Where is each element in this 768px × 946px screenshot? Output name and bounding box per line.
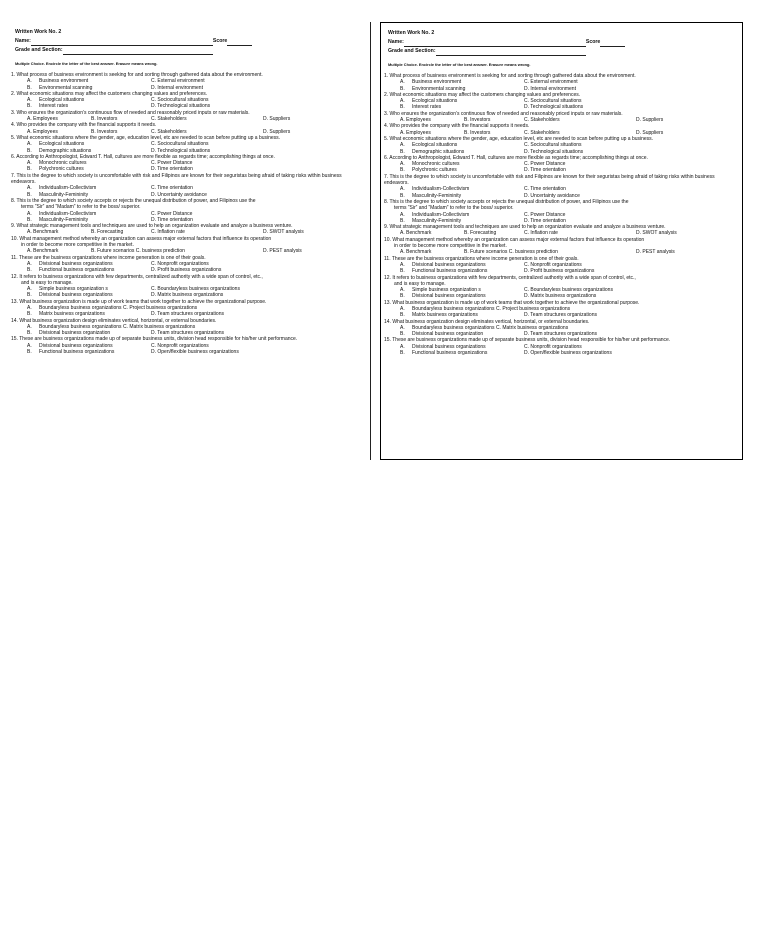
choice-text: D. Suppliers: [263, 116, 291, 123]
choice-row: [384, 218, 739, 224]
choice-row: [384, 331, 739, 337]
choice-text: B. Future scenarios C. business prediction: [91, 248, 185, 255]
choice-text: C. Sociocultural situations: [524, 98, 582, 105]
choice-text: D. Team structures organizations: [524, 331, 597, 338]
choice-letter: B.: [27, 147, 32, 154]
choice-letter: A.: [400, 161, 405, 168]
question-text-continued: terms “Sir” and “Madam” to refer to the boss/ superior.: [394, 205, 514, 212]
choice-letter: B.: [400, 192, 405, 199]
question-text: 9. What strategic management tools and techniques are used to help an organization evaluate and analyze a business venture.: [11, 223, 293, 230]
choice-row: [384, 104, 739, 110]
choice-letter: A.: [400, 324, 405, 331]
choice-text: C. External environment: [151, 78, 205, 85]
choice-text: Boundaryless business organizations C. Project business organizations: [39, 304, 198, 311]
choice-text: B. Forecasting: [464, 230, 497, 237]
choice-text: D. Profit business organizations: [151, 267, 222, 274]
question-text: 6. According to Anthropologist, Edward T. Hall, cultures are more flexible as regards time; accomplishing things at once.: [11, 153, 275, 160]
choice-text: D. Internal environment: [151, 84, 203, 91]
choice-letter: A.: [400, 211, 405, 218]
question-text-continued: terms “Sir” and “Madam” to refer to the boss/ superior.: [21, 204, 141, 211]
choice-row: [384, 130, 739, 136]
choice-text: Masculinity-Femininity: [412, 217, 462, 224]
choice-letter: A.: [27, 160, 32, 167]
choice-text: Individualism-Collectivism: [39, 185, 97, 192]
question-text: 8. This is the degree to which society accepts or rejects the unequal distribution of power, and Filipinos use the: [384, 198, 629, 205]
choice-text: C. Stakeholders: [524, 129, 560, 136]
score-line: [227, 40, 252, 46]
question-text: 10. What management method whereby an organization can assess major external factors that influence its operation: [384, 236, 645, 243]
choice-text: Functional business organizations: [412, 350, 488, 357]
choice-row: [11, 103, 367, 109]
choice-letter: A.: [27, 286, 32, 293]
choice-text: Masculinity-Femininity: [39, 191, 89, 198]
choice-letter: B.: [27, 330, 32, 337]
question-block: [11, 154, 367, 173]
choice-text: B. Investors: [464, 117, 491, 124]
choice-text: C. Inflation rate: [151, 229, 185, 236]
question-text: 13. What business organization is made up of work teams that work together to achieve the organizational purpose.: [11, 298, 267, 305]
choice-text: Divisional business organizations: [39, 260, 113, 267]
question-text: 4. Who provides the company with the financial supports it needs.: [384, 123, 530, 130]
choice-text: C. Stakeholders: [151, 128, 187, 135]
choice-text: C. Nonprofit organizations: [524, 261, 582, 268]
question-block: [384, 155, 739, 174]
choice-text: D. Uncertainty avoidance: [151, 191, 207, 198]
choice-text: Demographic situations: [412, 148, 465, 155]
question-block: [384, 237, 739, 256]
choice-text: C. Boundaryless business organizations: [151, 286, 240, 293]
question-block: [11, 299, 367, 318]
choice-text: D. Team structures organizations: [151, 311, 224, 318]
choice-letter: B.: [400, 217, 405, 224]
question-text: 15. These are business organizations made up of separate business units, division head responsible for his/her unit performance.: [384, 337, 671, 344]
choice-text: D. PEST analysis: [636, 249, 675, 256]
choice-row: [11, 267, 367, 273]
choice-text: C. Sociocultural situations: [151, 97, 209, 104]
choice-text: C. Nonprofit organizations: [524, 343, 582, 350]
choice-letter: B.: [400, 167, 405, 174]
choice-text: Environmental scanning: [412, 85, 466, 92]
question-block: [11, 72, 367, 91]
question-text: 11. These are the business organizations where income generation is one of their goals.: [11, 254, 206, 261]
choice-text: C. Sociocultural situations: [151, 141, 209, 148]
choice-letter: B.: [27, 191, 32, 198]
choice-row: [11, 148, 367, 154]
question-text: 1. What process of business environment is seeking for and sorting through gathered data about the environment.: [11, 72, 263, 78]
name-label: Name:: [15, 38, 31, 44]
choice-row: [11, 116, 367, 122]
choice-row: [384, 350, 739, 356]
choice-text: Divisional business organizations: [39, 292, 113, 299]
choice-letter: A.: [27, 185, 32, 192]
choice-text: Individualism-Collectivism: [412, 186, 470, 193]
choice-text: Masculinity-Femininity: [412, 192, 462, 199]
choice-text: Boundaryless business organizations C. Matrix business organizations: [39, 323, 196, 330]
choice-text: Interest rates: [39, 103, 69, 110]
score-label: Score: [585, 39, 601, 45]
choice-letter: B.: [400, 312, 405, 319]
choice-text: Divisional business organization: [412, 331, 484, 338]
choice-text: A. Employees: [27, 128, 58, 135]
choice-letter: B.: [27, 349, 32, 356]
question-block: [11, 198, 367, 223]
choice-text: Simple business organization s: [412, 287, 481, 294]
choice-text: D. Time orientation: [524, 217, 566, 224]
choice-row: [11, 229, 367, 235]
question-text: 9. What strategic management tools and techniques are used to help an organization evaluate and analyze a business venture.: [384, 224, 666, 231]
choice-row: [11, 129, 367, 135]
choice-row: [384, 312, 739, 318]
choice-letter: A.: [27, 210, 32, 217]
choice-row: [11, 166, 367, 172]
score-label: Score: [212, 38, 228, 44]
score-line: [600, 41, 625, 47]
choice-letter: B.: [27, 84, 32, 91]
choice-text: A. Employees: [400, 117, 431, 124]
choice-text: D. Team structures organizations: [524, 312, 597, 319]
grade-label: Grade and Section:: [388, 48, 436, 54]
instructions: Multiple Choice. Encircle the letter of the best answer. Erasure means wrong.: [388, 62, 531, 67]
question-block: [384, 123, 739, 136]
question-text: 11. These are the business organizations where income generation is one of their goals.: [384, 255, 579, 262]
choice-text: C. Time orientation: [524, 186, 566, 193]
choice-row: [11, 349, 367, 355]
question-block: [384, 111, 739, 124]
choice-letter: A.: [400, 98, 405, 105]
choice-letter: B.: [400, 268, 405, 275]
choice-letter: A.: [400, 261, 405, 268]
choice-text: A. Benchmark: [27, 229, 59, 236]
choice-text: Ecological situations: [39, 141, 85, 148]
choice-row: [384, 268, 739, 274]
choice-text: B. Forecasting: [91, 229, 124, 236]
choice-text: Environmental scanning: [39, 84, 93, 91]
question-text: 5. What economic situations where the gender, age, education level, etc are needed to scan before putting up a business.: [11, 134, 281, 141]
choice-text: C. Nonprofit organizations: [151, 260, 209, 267]
question-text: 5. What economic situations where the gender, age, education level, etc are needed to scan before putting up a business.: [384, 135, 654, 142]
choice-letter: A.: [400, 142, 405, 149]
choice-text: B. Investors: [464, 129, 491, 136]
choice-text: Monochronic cultures: [39, 160, 87, 167]
question-block: [384, 300, 739, 319]
choice-text: B. Investors: [91, 116, 118, 123]
question-block: [11, 223, 367, 236]
choice-text: Matrix business organizations: [39, 311, 105, 318]
question-text: 2. What economic situations may affect the customers changing values and preferences.: [384, 91, 581, 98]
choice-text: C. Power Distance: [151, 160, 193, 167]
question-text: 12. It refers to business organizations with few departments, centralized authority with a wide span of control, etc.,: [11, 273, 263, 280]
choice-letter: A.: [27, 323, 32, 330]
choice-text: D. Matrix business organizations: [151, 292, 224, 299]
question-text: 3. Who ensures the organization’s continuous flow of needed and reasonably priced inputs or raw materials.: [384, 110, 623, 117]
choice-row: [11, 292, 367, 298]
choice-text: C. Nonprofit organizations: [151, 342, 209, 349]
choice-text: D. Open/flexible business organizations: [524, 350, 612, 357]
choice-text: B. Future scenarios C. business prediction: [464, 249, 558, 256]
choice-letter: A.: [400, 186, 405, 193]
question-block: [11, 274, 367, 299]
choice-row: [384, 249, 739, 255]
choice-row: [384, 117, 739, 123]
worksheet-left: [8, 22, 371, 460]
question-text: 2. What economic situations may affect the customers changing values and preferences.: [11, 90, 208, 97]
choice-text: C. Power Distance: [151, 210, 193, 217]
choice-text: Individualism-Collectivism: [412, 211, 470, 218]
choice-text: Ecological situations: [412, 142, 458, 149]
name-label: Name:: [388, 39, 404, 45]
choice-text: C. Time orientation: [151, 185, 193, 192]
question-block: [11, 336, 367, 355]
question-text: 7. This is the degree to which society is uncomfortable with risk and Filipinos are known for their seguristas being afraid of taking risks within business endeavors.: [384, 173, 715, 187]
choice-text: Polychronic cultures: [39, 166, 84, 173]
question-block: [11, 318, 367, 337]
choice-text: Masculinity-Femininity: [39, 216, 89, 223]
choice-letter: A.: [27, 78, 32, 85]
question-text-continued: in order to become more competitive in the market.: [21, 242, 134, 249]
choice-text: C. Power Distance: [524, 161, 566, 168]
choice-letter: B.: [27, 267, 32, 274]
choice-row: [11, 192, 367, 198]
choice-row: [11, 85, 367, 91]
choice-text: Divisional business organizations: [412, 293, 486, 300]
question-block: [11, 255, 367, 274]
choice-letter: A.: [400, 79, 405, 86]
question-text: 8. This is the degree to which society accepts or rejects the unequal distribution of power, and Filipinos use the: [11, 197, 256, 204]
choice-text: D. SWOT analysis: [263, 229, 304, 236]
choice-text: C. Inflation rate: [524, 230, 558, 237]
grade-line: [436, 50, 586, 56]
choice-row: [384, 230, 739, 236]
choice-letter: A.: [400, 343, 405, 350]
grade-row: [11, 46, 367, 55]
choice-text: Matrix business organizations: [412, 312, 478, 319]
grade-label: Grade and Section:: [15, 47, 63, 53]
question-text-continued: and is easy to manage.: [21, 279, 73, 286]
choice-text: D. Suppliers: [636, 117, 664, 124]
choice-text: C. Stakeholders: [524, 117, 560, 124]
question-block: [384, 136, 739, 155]
choice-text: D. Technological situations: [524, 148, 584, 155]
choice-text: D. Time orientation: [524, 167, 566, 174]
question-block: [11, 91, 367, 110]
choice-text: Boundaryless business organizations C. Matrix business organizations: [412, 324, 569, 331]
choice-text: B. Investors: [91, 128, 118, 135]
choice-letter: A.: [27, 342, 32, 349]
choice-text: D. Suppliers: [636, 129, 664, 136]
choice-letter: A.: [27, 260, 32, 267]
choice-row: [384, 86, 739, 92]
instructions: Multiple Choice. Encircle the letter of the best answer. Erasure means wrong.: [15, 61, 158, 66]
choice-text: Divisional business organizations: [412, 343, 486, 350]
choice-letter: B.: [400, 350, 405, 357]
choice-text: A. Employees: [400, 129, 431, 136]
question-text: 13. What business organization is made up of work teams that work together to achieve the organizational purpose.: [384, 299, 640, 306]
choice-text: Monochronic cultures: [412, 161, 460, 168]
choice-letter: B.: [27, 103, 32, 110]
choice-text: C. External environment: [524, 79, 578, 86]
choice-letter: B.: [27, 311, 32, 318]
question-text: 3. Who ensures the organization’s continuous flow of needed and reasonably priced inputs or raw materials.: [11, 109, 250, 116]
choice-text: D. Time orientation: [151, 166, 193, 173]
choice-text: Simple business organization s: [39, 286, 108, 293]
question-block: [384, 319, 739, 338]
question-block: [384, 174, 739, 199]
choice-text: D. Profit business organizations: [524, 268, 595, 275]
choice-text: Functional business organizations: [39, 349, 115, 356]
question-text-continued: in order to become more competitive in the market.: [394, 243, 507, 250]
choice-row: [11, 217, 367, 223]
choice-text: Boundaryless business organizations C. Project business organizations: [412, 305, 571, 312]
choice-letter: B.: [400, 104, 405, 111]
question-text: 4. Who provides the company with the financial supports it needs.: [11, 122, 157, 129]
choice-row: [384, 149, 739, 155]
choice-text: D. PEST analysis: [263, 248, 302, 255]
question-block: [384, 256, 739, 275]
question-block: [384, 224, 739, 237]
question-text: 12. It refers to business organizations with few departments, centralized authority with a wide span of control, etc.,: [384, 274, 636, 281]
question-block: [11, 173, 367, 198]
question-block: [11, 236, 367, 255]
question-block: [11, 135, 367, 154]
choice-text: Divisional business organizations: [39, 342, 113, 349]
choice-text: A. Benchmark: [27, 248, 59, 255]
choice-letter: A.: [400, 305, 405, 312]
question-block: [11, 122, 367, 135]
worksheet-title: Written Work No. 2: [15, 29, 62, 35]
choice-letter: A.: [27, 304, 32, 311]
grade-row: [384, 47, 739, 56]
question-text-continued: and is easy to manage.: [394, 280, 446, 287]
choice-text: A. Employees: [27, 116, 58, 123]
choice-row: [384, 193, 739, 199]
choice-text: D. Suppliers: [263, 128, 291, 135]
choice-text: Functional business organizations: [39, 267, 115, 274]
choice-text: D. Uncertainty avoidance: [524, 192, 580, 199]
choice-text: Ecological situations: [39, 97, 85, 104]
choice-row: [384, 167, 739, 173]
choice-text: Polychronic cultures: [412, 167, 457, 174]
choice-letter: B.: [400, 293, 405, 300]
choice-text: C. Power Distance: [524, 211, 566, 218]
choice-text: D. Team structures organizations: [151, 330, 224, 337]
choice-text: Individualism-Collectivism: [39, 210, 97, 217]
question-text: 7. This is the degree to which society is uncomfortable with risk and Filipinos are known for their seguristas being afraid of taking risks within business endeavors.: [11, 172, 342, 186]
question-block: [384, 92, 739, 111]
choice-text: Divisional business organization: [39, 330, 111, 337]
choice-text: Business environment: [412, 79, 462, 86]
choice-letter: B.: [400, 148, 405, 155]
question-text: 1. What process of business environment is seeking for and sorting through gathered data about the environment.: [384, 73, 636, 79]
question-block: [384, 275, 739, 300]
grade-line: [63, 49, 213, 55]
choice-text: D. SWOT analysis: [636, 230, 677, 237]
choice-text: Interest rates: [412, 104, 442, 111]
choice-text: C. Boundaryless business organizations: [524, 287, 613, 294]
choice-text: C. Stakeholders: [151, 116, 187, 123]
choice-text: Functional business organizations: [412, 268, 488, 275]
choice-letter: B.: [27, 216, 32, 223]
choice-letter: B.: [27, 166, 32, 173]
question-text: 14. What business organization design eliminates vertical, horizontal, or external boundaries.: [384, 318, 590, 325]
choice-text: D. Open/flexible business organizations: [151, 349, 239, 356]
choice-text: D. Internal environment: [524, 85, 576, 92]
choice-text: Business environment: [39, 78, 89, 85]
name-row: [384, 38, 739, 47]
choice-letter: B.: [27, 292, 32, 299]
question-block: [384, 73, 739, 92]
name-row: [11, 37, 367, 46]
worksheet-title: Written Work No. 2: [388, 30, 435, 36]
choice-letter: B.: [400, 331, 405, 338]
choice-text: A. Benchmark: [400, 230, 432, 237]
choice-text: Divisional business organizations: [412, 261, 486, 268]
choice-text: D. Time orientation: [151, 216, 193, 223]
question-text: 15. These are business organizations made up of separate business units, division head responsible for his/her unit performance.: [11, 336, 298, 343]
question-block: [11, 110, 367, 123]
worksheet-right: [380, 22, 743, 460]
choice-text: C. Sociocultural situations: [524, 142, 582, 149]
choice-text: A. Benchmark: [400, 249, 432, 256]
choice-row: [11, 248, 367, 254]
choice-row: [11, 311, 367, 317]
choice-row: [11, 330, 367, 336]
choice-letter: A.: [27, 141, 32, 148]
choice-text: Ecological situations: [412, 98, 458, 105]
choice-letter: B.: [400, 85, 405, 92]
question-text: 14. What business organization design eliminates vertical, horizontal, or external boundaries.: [11, 317, 217, 324]
question-block: [384, 199, 739, 224]
choice-text: D. Technological situations: [524, 104, 584, 111]
choice-letter: A.: [27, 97, 32, 104]
choice-text: D. Technological situations: [151, 147, 211, 154]
choice-text: D. Technological situations: [151, 103, 211, 110]
choice-text: Demographic situations: [39, 147, 92, 154]
choice-text: D. Matrix business organizations: [524, 293, 597, 300]
choice-letter: A.: [400, 287, 405, 294]
question-text: 6. According to Anthropologist, Edward T. Hall, cultures are more flexible as regards time; accomplishing things at once.: [384, 154, 648, 161]
question-block: [384, 337, 739, 356]
choice-row: [384, 293, 739, 299]
question-text: 10. What management method whereby an organization can assess major external factors that influence its operation: [11, 235, 272, 242]
